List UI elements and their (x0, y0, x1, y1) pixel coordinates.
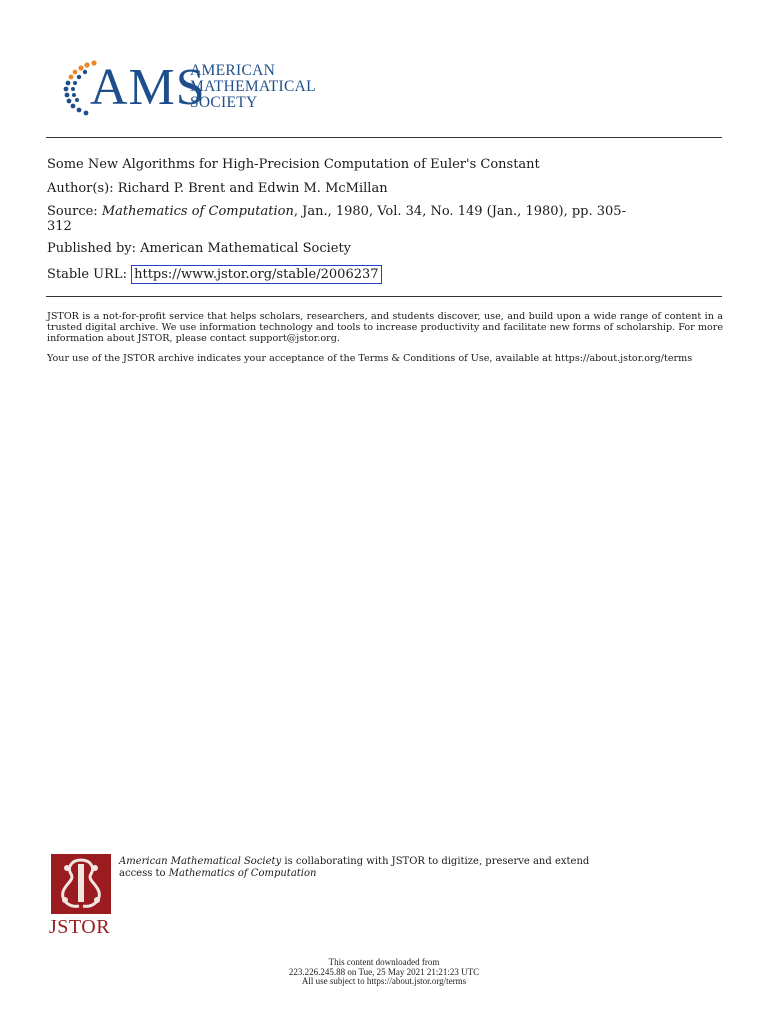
logo-line-1: AMERICAN (190, 62, 276, 79)
collab-journal: Mathematics of Computation (168, 868, 317, 879)
collab-text-2: access to (119, 868, 169, 879)
article-authors (47, 181, 719, 196)
jstor-wordmark: JSTOR (49, 916, 111, 938)
stable-url-label: Stable URL: (47, 267, 127, 282)
article-source (47, 204, 719, 234)
article-title: Some New Algorithms for High-Precision Computation of Euler's Constant (47, 157, 540, 172)
collab-org: American Mathematical Society (119, 856, 282, 867)
footer-line-1: This content downloaded from (328, 957, 440, 967)
footer-line-2: 223.226.245.88 on Tue, 25 May 2021 21:21:23 UTC (288, 966, 480, 977)
article-publisher (47, 241, 719, 256)
download-footer (0, 958, 768, 987)
jstor-logo (49, 854, 115, 936)
publisher-label: Published by: (47, 241, 136, 256)
source-pages-cont: 312 (47, 219, 72, 234)
logo-line-2: MATHEMATICAL (190, 78, 316, 95)
source-label: Source: (47, 204, 98, 219)
jstor-notice: JSTOR is a not-for-profit service that helps scholars, researchers, and students discover, use, and build upon a wide range of content in a trusted digital archive. We use information technology and tools to increase productivity and facilitate new forms of scholarship. For more information about JSTOR, please contact support@jstor.org. (47, 311, 723, 344)
terms-notice: Your use of the JSTOR archive indicates your acceptance of the Terms & Conditions of Use, available at https://about.jstor.org/terms (47, 353, 693, 364)
authors-label: Author(s): (47, 181, 114, 196)
top-divider (46, 137, 722, 138)
logo-line-3: SOCIETY (190, 94, 258, 111)
footer-line-3: All use subject to https://about.jstor.org/terms (301, 976, 467, 986)
ams-logo (60, 58, 350, 118)
source-details: , Jan., 1980, Vol. 34, No. 149 (Jan., 1980), pp. 305- (293, 204, 626, 219)
stable-url-link[interactable]: https://www.jstor.org/stable/2006237 (131, 265, 381, 284)
collab-text-1: is collaborating with JSTOR to digitize, preserve and extend (281, 856, 590, 867)
logo-abbrev: AMS (90, 59, 206, 116)
middle-divider (46, 296, 722, 297)
source-journal: Mathematics of Computation (101, 204, 294, 219)
collaboration-note (119, 856, 679, 880)
jstor-emblem-icon (51, 854, 111, 914)
authors-value: Richard P. Brent and Edwin M. McMillan (117, 181, 388, 196)
article-stable-url (47, 265, 719, 284)
publisher-value: American Mathematical Society (140, 241, 352, 256)
logo-society-name (190, 63, 316, 111)
